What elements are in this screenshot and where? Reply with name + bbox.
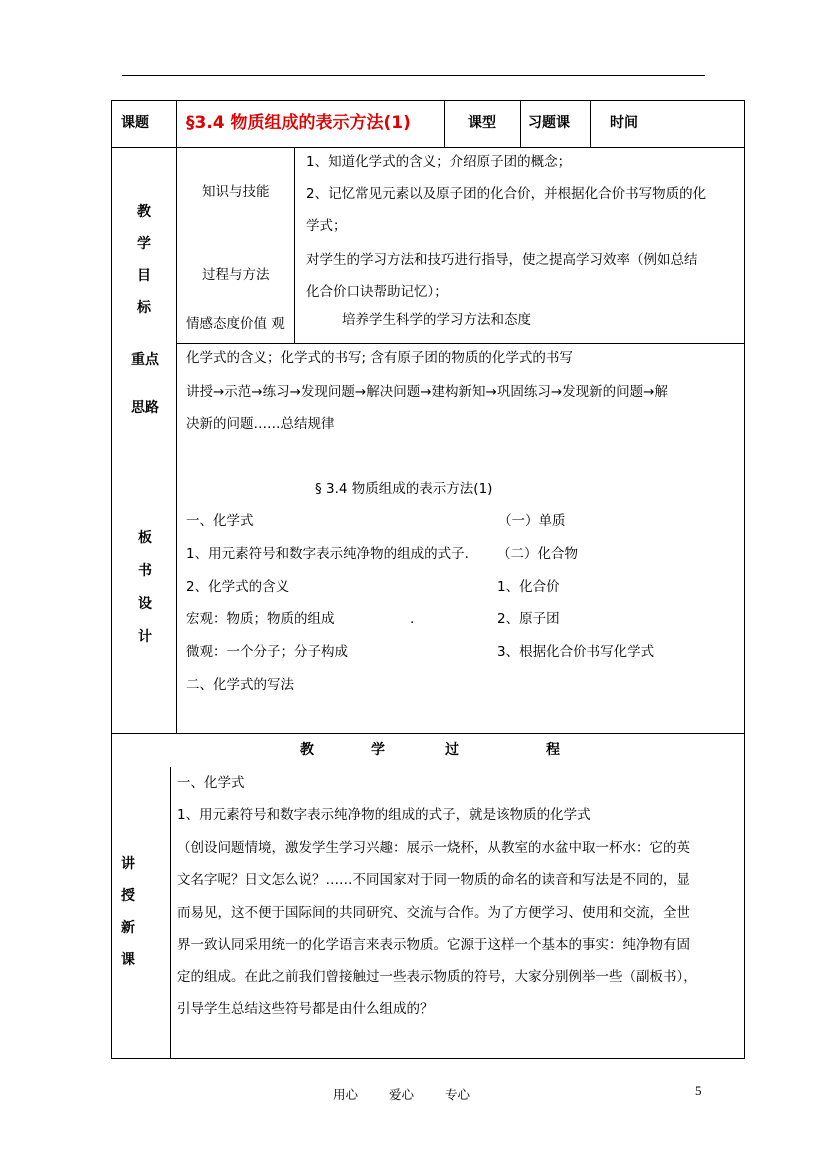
label-time: 时间 — [610, 115, 638, 131]
board-right-3: 1、化合价 — [497, 579, 560, 595]
new-lesson-label-3: 新 — [121, 920, 135, 936]
page-number: 5 — [695, 1083, 702, 1098]
lesson-line-4: 文名字呢？日文怎么说？……不同国家对于同一物质的命名的读音和写法是不同的，显 — [177, 872, 690, 888]
footer-item-2: 爱心 — [389, 1087, 415, 1102]
lesson-line-8: 引导学生总结这些符号都是由什么组成的？ — [177, 1001, 434, 1017]
key-points-label: 重点 — [131, 352, 159, 368]
label-type: 课型 — [468, 115, 496, 131]
new-lesson-label-1: 讲 — [121, 856, 135, 872]
approach-line-1: 讲授→示范→练习→发现问题→解决问题→建构新知→巩固练习→发现新的问题→解 — [186, 384, 668, 400]
knowledge-line-1: 1、知道化学式的含义；介绍原子团的概念； — [306, 154, 572, 170]
process-heading-1: 教 — [300, 742, 314, 758]
board-left-4: 宏观：物质；物质的组成 — [186, 611, 335, 627]
new-lesson-label-4: 课 — [121, 952, 135, 968]
process-heading-4: 程 — [546, 742, 560, 758]
key-points-text: 化学式的含义；化学式的书写; 含有原子团的物质的化学式的书写 — [186, 350, 573, 366]
process-label: 过程与方法 — [202, 267, 270, 283]
knowledge-line-3: 学式； — [306, 218, 347, 234]
lesson-line-6: 界一致认同采用统一的化学语言来表示物质。它源于这样一个基本的事实：纯净物有固 — [177, 937, 690, 953]
board-right-4: 2、原子团 — [497, 611, 560, 627]
attitude-label: 情感态度价值 观 — [186, 316, 285, 332]
new-lesson-label-2: 授 — [121, 888, 135, 904]
board-label-1: 板 — [138, 530, 152, 546]
approach-line-2: 决新的问题……总结规律 — [186, 416, 335, 432]
lesson-line-1: 一、化学式 — [177, 775, 245, 791]
footer-item-3: 专心 — [445, 1087, 471, 1102]
label-subject: 课题 — [121, 115, 149, 131]
objectives-label-2: 学 — [137, 236, 151, 252]
lesson-title: §3.4 物质组成的表示方法(1) — [186, 113, 411, 133]
process-line-1: 对学生的学习方法和技巧进行指导，使之提高学习效率（例如总结 — [306, 252, 698, 268]
process-heading-2: 学 — [371, 742, 385, 758]
lesson-line-3: （创设问题情境，激发学生学习兴趣：展示一烧杯，从教室的水盆中取一杯水：它的英 — [177, 840, 690, 856]
lesson-line-7: 定的组成。在此之前我们曾接触过一些表示物质的符号，大家分别例举一些（副板书）， — [177, 969, 697, 985]
approach-label: 思路 — [131, 400, 159, 416]
board-left-5: 微观：一个分子；分子构成 — [186, 644, 348, 660]
lesson-line-5: 而易见，这不便于国际间的共同研究、交流与合作。为了方便学习、使用和交流，全世 — [177, 905, 690, 921]
board-right-1: （一）单质 — [498, 513, 566, 529]
objectives-label-3: 目 — [137, 268, 151, 284]
knowledge-label: 知识与技能 — [202, 184, 270, 200]
board-label-4: 计 — [138, 629, 152, 645]
objectives-label-4: 标 — [137, 300, 151, 316]
board-label-2: 书 — [138, 563, 152, 579]
board-label-3: 设 — [138, 596, 152, 612]
objectives-label-1: 教 — [137, 204, 151, 220]
process-line-2: 化合价口诀帮助记忆）； — [306, 284, 448, 300]
board-left-6: 二、化学式的写法 — [186, 677, 294, 693]
board-right-5: 3、根据化合价书写化学式 — [497, 644, 655, 660]
type-value: 习题课 — [528, 115, 570, 131]
board-left-1: 一、化学式 — [186, 513, 254, 529]
board-right-2: （二）化合物 — [497, 546, 578, 562]
board-left-3: 2、化学式的含义 — [186, 579, 290, 595]
lesson-line-2: 1、用元素符号和数字表示纯净物的组成的式子，就是该物质的化学式 — [177, 807, 591, 823]
board-mid-dot: . — [410, 611, 415, 627]
board-left-2: 1、用元素符号和数字表示纯净物的组成的式子. — [186, 546, 469, 562]
header-rule — [122, 75, 705, 76]
attitude-text: 培养学生科学的学习方法和态度 — [342, 312, 531, 328]
knowledge-line-2: 2、记忆常见元素以及原子团的化合价，并根据化合价书写物质的化 — [306, 186, 707, 202]
footer-item-1: 用心 — [333, 1087, 359, 1102]
board-title: § 3.4 物质组成的表示方法(1) — [315, 481, 493, 497]
process-heading-3: 过 — [445, 742, 459, 758]
